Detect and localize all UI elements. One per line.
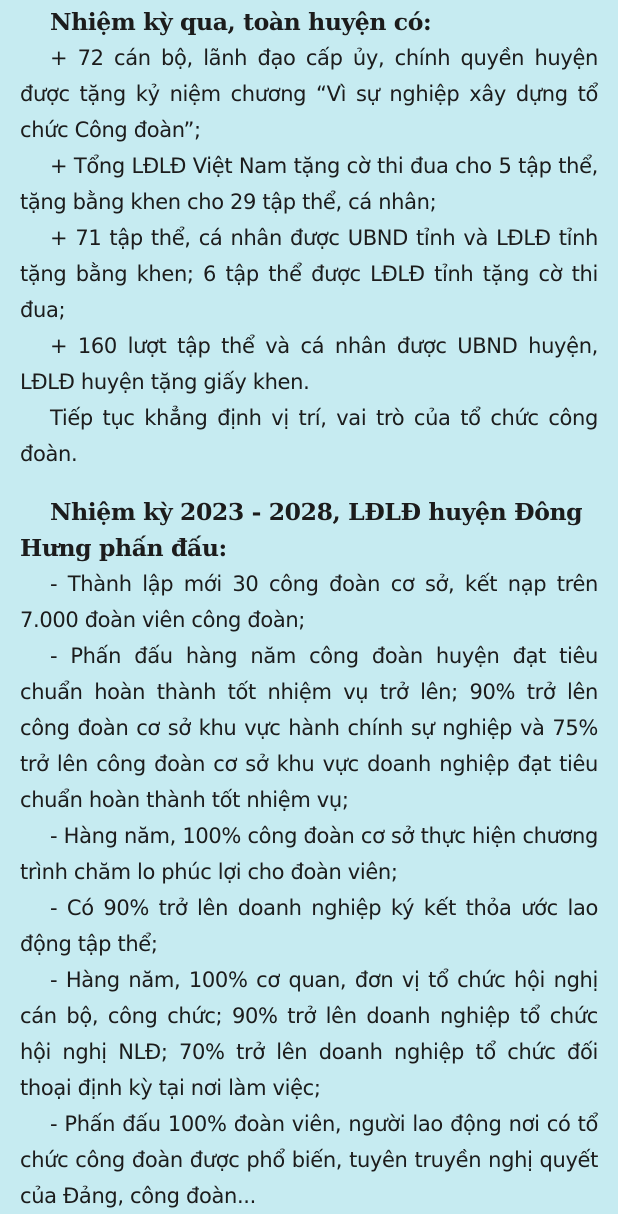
paragraph: - Phấn đấu hàng năm công đoàn huyện đạt tiêu chuẩn hoàn thành tốt nhiệm vụ trở lên; 90% trở lên công đoàn cơ sở khu vực hành chính sự nghiệp và 75% trở lên công đoàn cơ sở khu vực doanh nghiệp đạt tiêu chuẩn hoàn thành tốt nhiệm vụ; xyxy=(20,644,598,812)
paragraph: - Hàng năm, 100% công đoàn cơ sở thực hiện chương trình chăm lo phúc lợi cho đoàn viên; xyxy=(20,824,598,884)
paragraph: + 72 cán bộ, lãnh đạo cấp ủy, chính quyền huyện được tặng kỷ niệm chương “Vì sự nghiệp xây dựng tổ chức Công đoàn”; xyxy=(20,46,598,142)
section-targets xyxy=(20,494,598,1214)
paragraph: - Có 90% trở lên doanh nghiệp ký kết thỏa ước lao động tập thể; xyxy=(20,896,598,956)
paragraph: + Tổng LĐLĐ Việt Nam tặng cờ thi đua cho 5 tập thể, tặng bằng khen cho 29 tập thể, cá nhân; xyxy=(20,154,598,214)
paragraph: + 160 lượt tập thể và cá nhân được UBND huyện, LĐLĐ huyện tặng giấy khen. xyxy=(20,334,598,394)
section-divider xyxy=(20,472,598,494)
paragraph: - Thành lập mới 30 công đoàn cơ sở, kết nạp trên 7.000 đoàn viên công đoàn; xyxy=(20,572,598,632)
paragraph: Tiếp tục khẳng định vị trí, vai trò của tổ chức công đoàn. xyxy=(20,406,598,466)
section-heading: Nhiệm kỳ qua, toàn huyện có: xyxy=(50,8,432,36)
paragraph: - Phấn đấu 100% đoàn viên, người lao động nơi có tổ chức công đoàn được phổ biến, tuyên truyền nghị quyết của Đảng, công đoàn... xyxy=(20,1112,598,1208)
paragraph: - Hàng năm, 100% cơ quan, đơn vị tổ chức hội nghị cán bộ, công chức; 90% trở lên doanh nghiệp tổ chức hội nghị NLĐ; 70% trở lên doanh nghiệp tổ chức đối thoại định kỳ tại nơi làm việc; xyxy=(20,968,598,1100)
paragraph: + 71 tập thể, cá nhân được UBND tỉnh và LĐLĐ tỉnh tặng bằng khen; 6 tập thể được LĐLĐ tỉnh tặng cờ thi đua; xyxy=(20,226,598,322)
section-heading: Nhiệm kỳ 2023 - 2028, LĐLĐ huyện Đông Hưng phấn đấu: xyxy=(20,498,583,562)
section-achievements xyxy=(20,4,598,472)
